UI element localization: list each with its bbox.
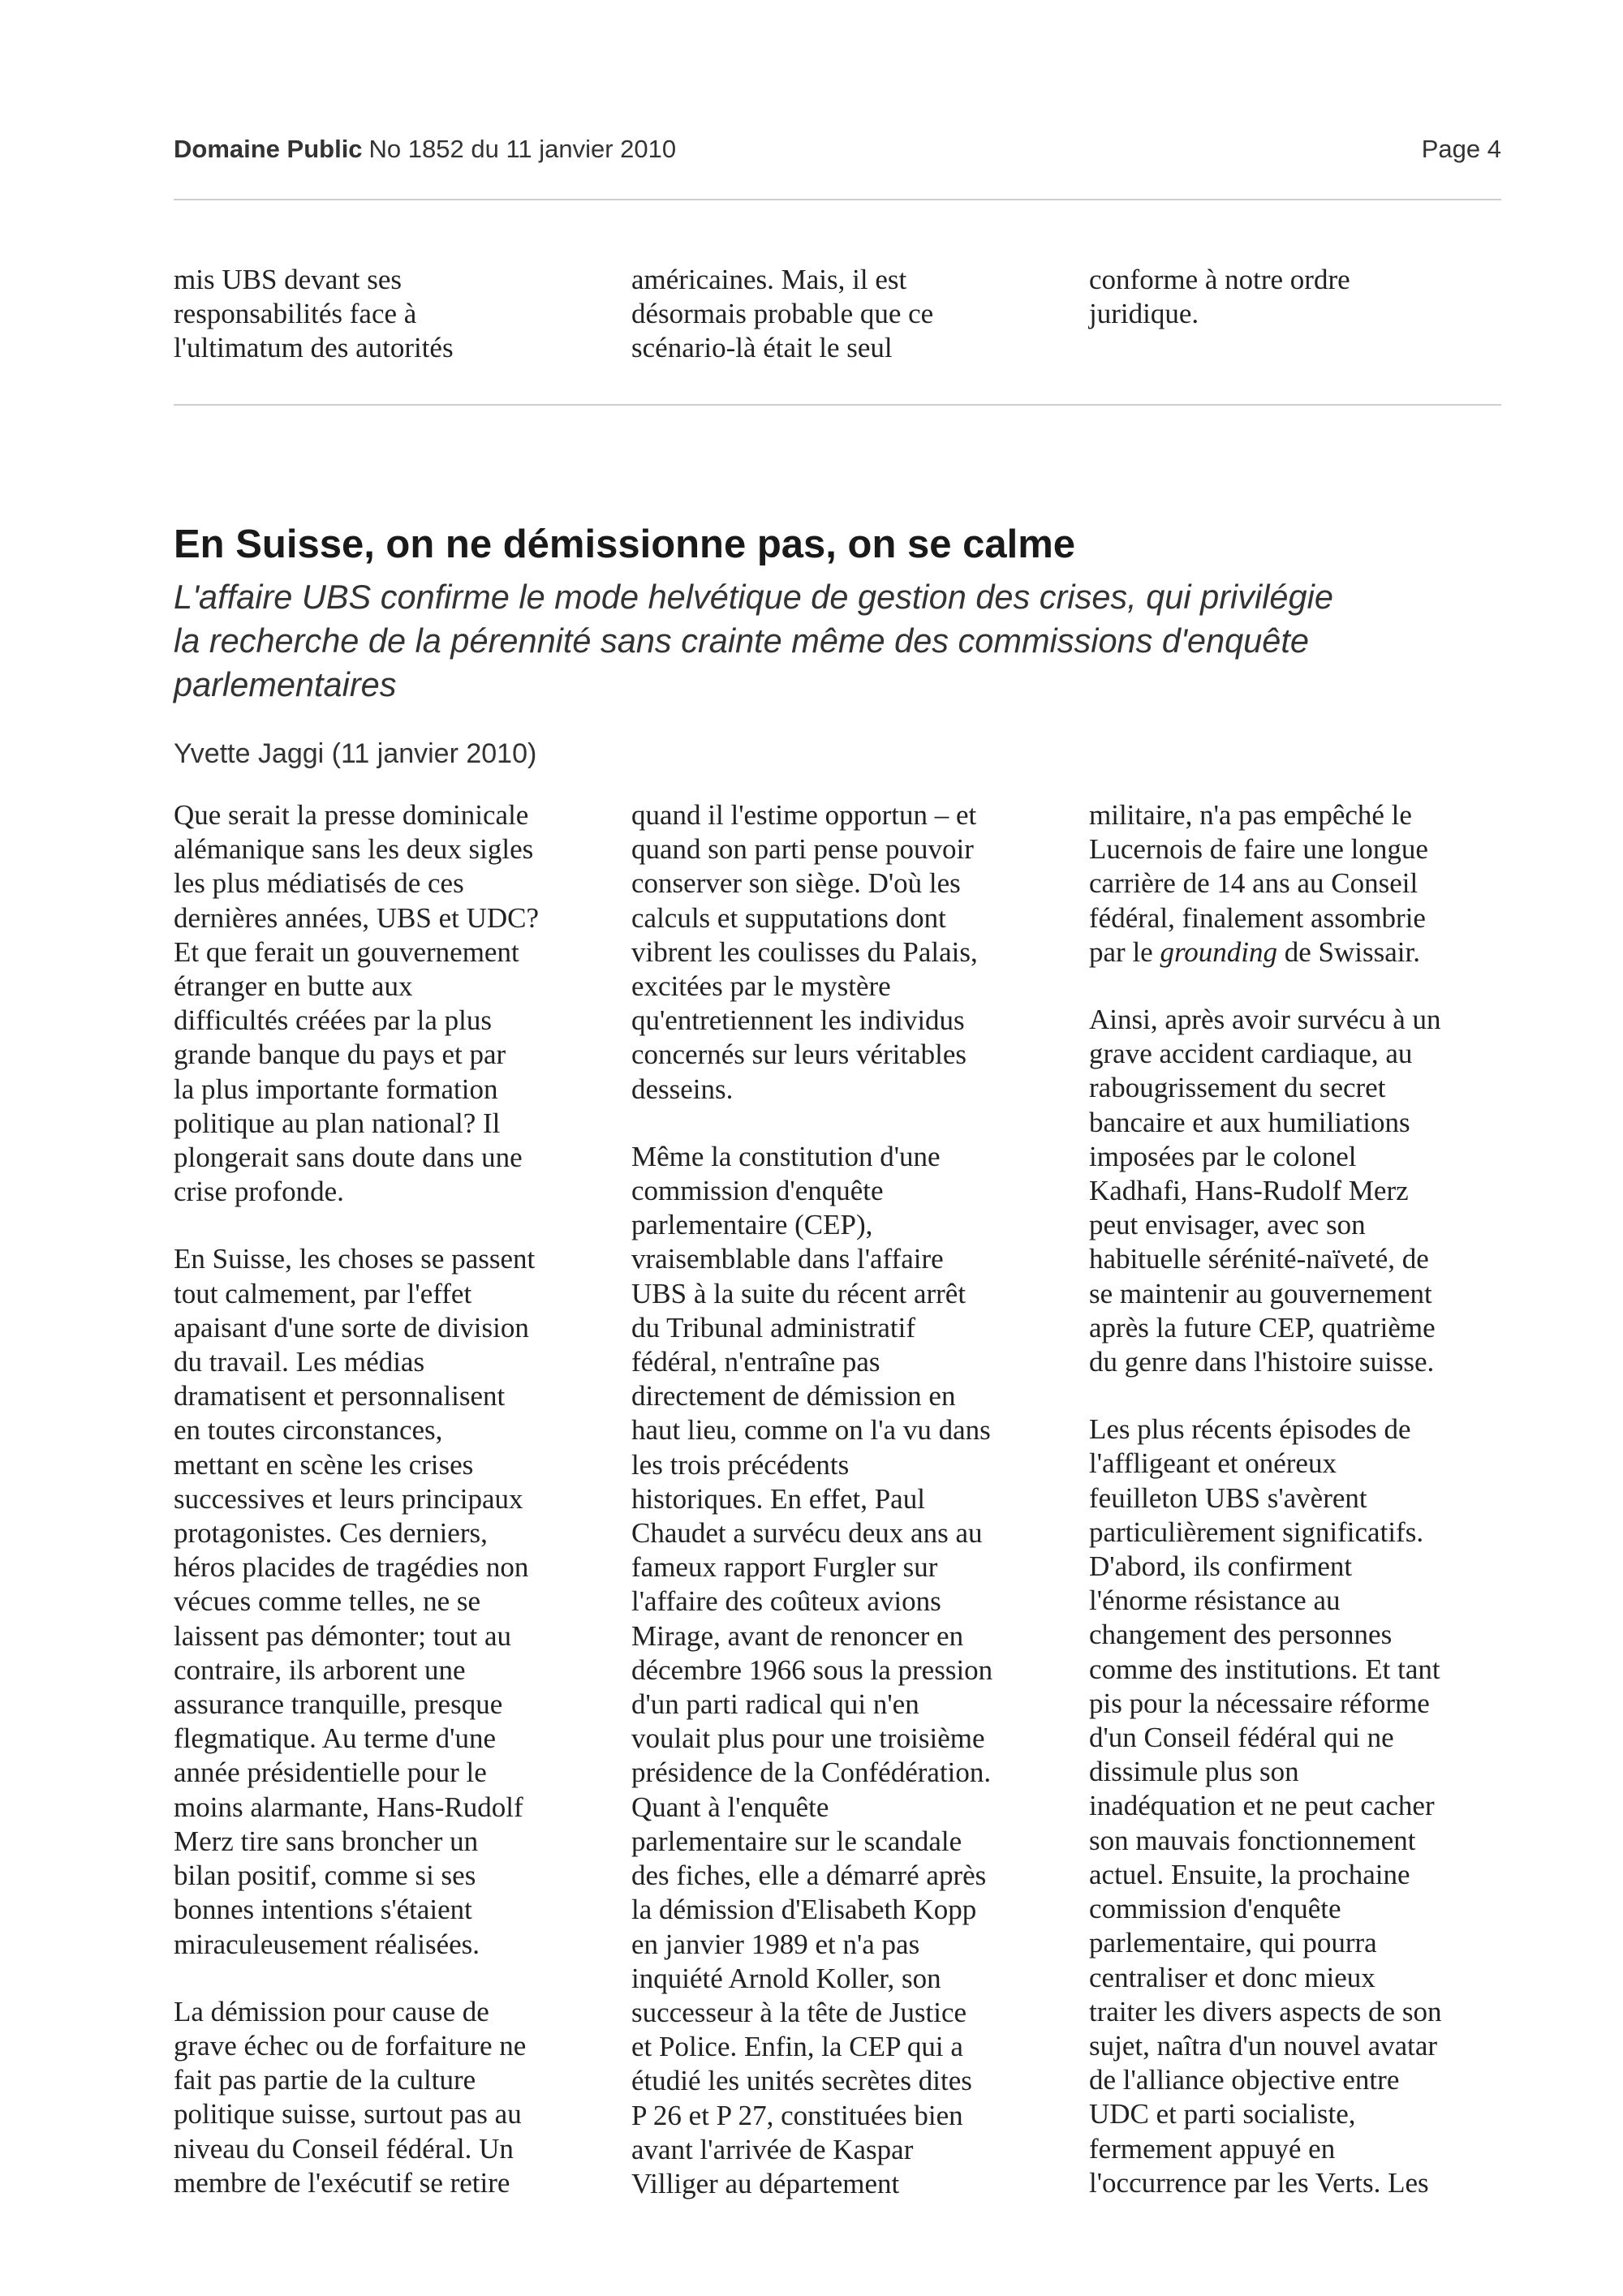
text-line: l'énorme résistance au [1089,1584,1341,1617]
text-fragment: de Swissair. [1277,935,1420,968]
text-line: étudié les unités secrètes dites [631,2065,972,2097]
text-line: la démission d'Elisabeth Kopp [631,1894,977,1926]
text-line: Lucernois de faire une longue [1089,833,1428,866]
text-line: calculs et supputations dont [631,901,946,934]
text-line: traiter les divers aspects de son [1089,1995,1442,2027]
text-line: UBS à la suite du récent arrêt [631,1277,966,1309]
text-line: étranger en butte aux [174,970,413,1003]
paragraph [631,798,1053,1107]
text-line: centraliser et donc mieux [1089,1961,1375,1993]
text-line: qu'entretiennent les individus [631,1004,965,1037]
text-line: Quant à l'enquête [631,1791,829,1823]
text-line: Merz tire sans broncher un [174,1825,479,1857]
text-line: année présidentielle pour le [174,1756,487,1789]
text-line: niveau du Conseil fédéral. Un [174,2132,514,2165]
text-line: membre de l'exécutif se retire [174,2166,510,2199]
text-line: comme des institutions. Et tant [1089,1653,1440,1685]
paragraph [174,798,596,1209]
text-line: mis UBS devant ses [174,264,402,295]
text-line: juridique. [1089,298,1199,330]
text-line: parlementaire, qui pourra [1089,1927,1377,1959]
text-line: conserver son siège. D'où les [631,867,961,900]
text-line: P 26 et P 27, constituées bien [631,2099,963,2131]
paragraph [1089,798,1511,970]
text-line: peut envisager, avec son [1089,1209,1366,1241]
text-line: inadéquation et ne peut cacher [1089,1790,1435,1822]
text-line: les trois précédents [631,1448,850,1481]
text-line: fameux rapport Furgler sur [631,1551,938,1584]
text-line: de l'alliance objective entre [1089,2064,1400,2096]
text-line: dramatisent et personnalisent [174,1380,506,1412]
text-line: parlementaire sur le scandale [631,1825,962,1857]
text-line: désormais probable que ce [631,298,934,330]
text-line: du travail. Les médias [174,1346,425,1378]
article-divider [174,404,1501,406]
publication-name: Domaine Public [174,135,363,163]
text-line: parlementaires [174,665,397,703]
text-line: Et que ferait un gouvernement [174,935,519,968]
text-line: Les plus récents épisodes de [1089,1413,1411,1446]
previous-article-paragraph [174,263,596,366]
text-line: habituelle sérénité-naïveté, de [1089,1243,1429,1275]
paragraph [1089,1412,1511,2200]
text-line: contraire, ils arborent une [174,1653,466,1686]
text-line: militaire, n'a pas empêché le [1089,799,1412,831]
text-line: protagonistes. Ces derniers, [174,1517,488,1550]
paragraph [174,1242,596,1961]
text-line: fédéral, finalement assombrie [1089,901,1426,934]
text-line: vibrent les coulisses du Palais, [631,935,978,968]
text-line: politique suisse, surtout pas au [174,2098,522,2130]
text-line: l'affligeant et onéreux [1089,1447,1337,1480]
text-line: après la future CEP, quatrième [1089,1311,1436,1344]
text-line: parlementaire (CEP), [631,1209,873,1241]
text-line: laissent pas démonter; tout au [174,1619,512,1652]
text-line: D'abord, ils confirment [1089,1550,1353,1583]
text-line: les plus médiatisés de ces [174,867,464,900]
text-line: et Police. Enfin, la CEP qui a [631,2031,963,2063]
previous-article-column-2 [631,263,1053,399]
text-line: mettant en scène les crises [174,1448,474,1481]
text-line: son mauvais fonctionnement [1089,1824,1416,1856]
text-line: Chaudet a survécu deux ans au [631,1517,983,1550]
text-line: du genre dans l'histoire suisse. [1089,1346,1435,1378]
text-line: dissimule plus son [1089,1756,1299,1788]
text-line: décembre 1966 sous la pression [631,1653,993,1686]
text-line: assurance tranquille, presque [174,1688,503,1721]
text-line: d'un parti radical qui n'en [631,1688,919,1721]
text-line: tout calmement, par l'effet [174,1277,472,1309]
text-line: bilan positif, comme si ses [174,1860,476,1892]
text-line: Que serait la presse dominicale [174,799,529,831]
text-line: inquiété Arnold Koller, son [631,1962,941,1994]
text-line: commission d'enquête [631,1175,884,1207]
previous-article-paragraph [1089,263,1511,331]
text-line: américaines. Mais, il est [631,264,907,295]
text-line: difficultés créées par la plus [174,1004,492,1037]
article-column-2 [631,798,1053,2234]
text-line: flegmatique. Au terme d'une [174,1722,497,1755]
text-line: dernières années, UBS et UDC? [174,901,540,934]
page-header [174,135,1501,167]
text-line: grave échec ou de forfaiture ne [174,2029,527,2062]
text-line: rabougrissement du secret [1089,1072,1386,1104]
text-line: feuilleton UBS s'avèrent [1089,1481,1367,1514]
text-line: imposées par le colonel [1089,1140,1357,1172]
text-line: du Tribunal administratif [631,1311,915,1344]
text-line: grave accident cardiaque, au [1089,1038,1413,1070]
text-line: moins alarmante, Hans-Rudolf [174,1791,523,1823]
previous-article-column-3 [1089,263,1511,364]
text-line: avant l'arrivée de Kaspar [631,2133,914,2165]
text-line: actuel. Ensuite, la prochaine [1089,1858,1410,1890]
text-line: fédéral, n'entraîne pas [631,1346,880,1378]
text-line: apaisant d'une sorte de division [174,1311,529,1344]
text-line: haut lieu, comme on l'a vu dans [631,1414,991,1447]
header-divider [174,199,1501,200]
paragraph [1089,1003,1511,1379]
text-line: se maintenir au gouvernement [1089,1277,1432,1309]
text-line: l'ultimatum des autorités [174,332,454,364]
paragraph [631,1140,1053,2201]
paragraph-lines [1089,798,1511,935]
text-line: vraisemblable dans l'affaire [631,1243,944,1275]
text-line: la recherche de la pérennité sans crainte même des commissions d'enquête [174,621,1309,660]
text-line: Villiger au département [631,2167,900,2199]
text-line: Même la constitution d'une [631,1140,941,1172]
text-line: fermement appuyé en [1089,2132,1336,2165]
text-line: l'affaire des coûteux avions [631,1585,941,1618]
article-byline: Yvette Jaggi (11 janvier 2010) [174,738,537,769]
text-line: UDC et parti socialiste, [1089,2098,1356,2130]
text-line: voulait plus pour une troisième [631,1722,985,1755]
text-line: fait pas partie de la culture [174,2064,476,2096]
text-line: excitées par le mystère [631,970,891,1003]
article-title: En Suisse, on ne démissionne pas, on se calme [174,522,1076,566]
previous-article-paragraph [631,263,1053,366]
text-line: Kadhafi, Hans-Rudolf Merz [1089,1175,1409,1207]
text-line: bancaire et aux humiliations [1089,1106,1410,1138]
text-line: des fiches, elle a démarré après [631,1860,987,1892]
emphasis-text: grounding [1160,935,1277,968]
text-line: carrière de 14 ans au Conseil [1089,867,1419,900]
text-line: présidence de la Confédération. [631,1756,992,1789]
issue-info: No 1852 du 11 janvier 2010 [368,135,677,163]
text-line: scénario-là était le seul [631,332,893,364]
text-line: La démission pour cause de [174,1995,489,2027]
text-line: directement de démission en [631,1380,956,1412]
article-subtitle [174,575,1553,707]
text-line: sujet, naîtra d'un nouvel avatar [1089,2029,1438,2062]
previous-article-column-1 [174,263,596,399]
text-line: changement des personnes [1089,1619,1393,1651]
article-column-1 [174,798,596,2234]
article-column-3 [1089,798,1511,2234]
text-line: politique au plan national? Il [174,1107,501,1139]
text-line: conforme à notre ordre [1089,264,1350,295]
text-line: l'occurrence par les Verts. Les [1089,2166,1429,2199]
text-line [1089,935,1511,970]
text-line: historiques. En effet, Paul [631,1482,925,1515]
text-line: d'un Conseil fédéral qui ne [1089,1722,1394,1754]
text-line: héros placides de tragédies non [174,1551,529,1584]
text-line: la plus importante formation [174,1073,498,1105]
text-line: plongerait sans doute dans une [174,1142,523,1174]
text-line: bonnes intentions s'étaient [174,1894,472,1926]
text-line: particulièrement significatifs. [1089,1516,1424,1548]
text-line: L'affaire UBS confirme le mode helvétique de gestion des crises, qui privilégie [174,578,1333,616]
paragraph [174,1995,596,2200]
text-line: concernés sur leurs véritables [631,1038,967,1071]
text-line: responsabilités face à [174,298,417,330]
text-line: en janvier 1989 et n'a pas [631,1928,920,1960]
text-line: quand il l'estime opportun – et [631,799,977,831]
page-number: Page 4 [1421,135,1501,163]
text-line: miraculeusement réalisées. [174,1928,480,1960]
text-line: desseins. [631,1073,734,1105]
text-line: commission d'enquête [1089,1893,1341,1925]
text-line: Mirage, avant de renoncer en [631,1619,964,1652]
text-line: en toutes circonstances, [174,1414,443,1447]
text-line: Ainsi, après avoir survécu à un [1089,1004,1441,1036]
text-line: successeur à la tête de Justice [631,1996,967,2028]
text-line: grande banque du pays et par [174,1038,506,1071]
text-line: crise profonde. [174,1176,344,1208]
text-line: quand son parti pense pouvoir [631,833,974,866]
text-line: alémanique sans les deux sigles [174,833,534,866]
text-line: En Suisse, les choses se passent [174,1243,536,1275]
text-line: pis pour la nécessaire réforme [1089,1687,1430,1719]
text-line: vécues comme telles, ne se [174,1585,481,1618]
text-line: successives et leurs principaux [174,1482,523,1515]
text-fragment: par le [1089,935,1160,968]
